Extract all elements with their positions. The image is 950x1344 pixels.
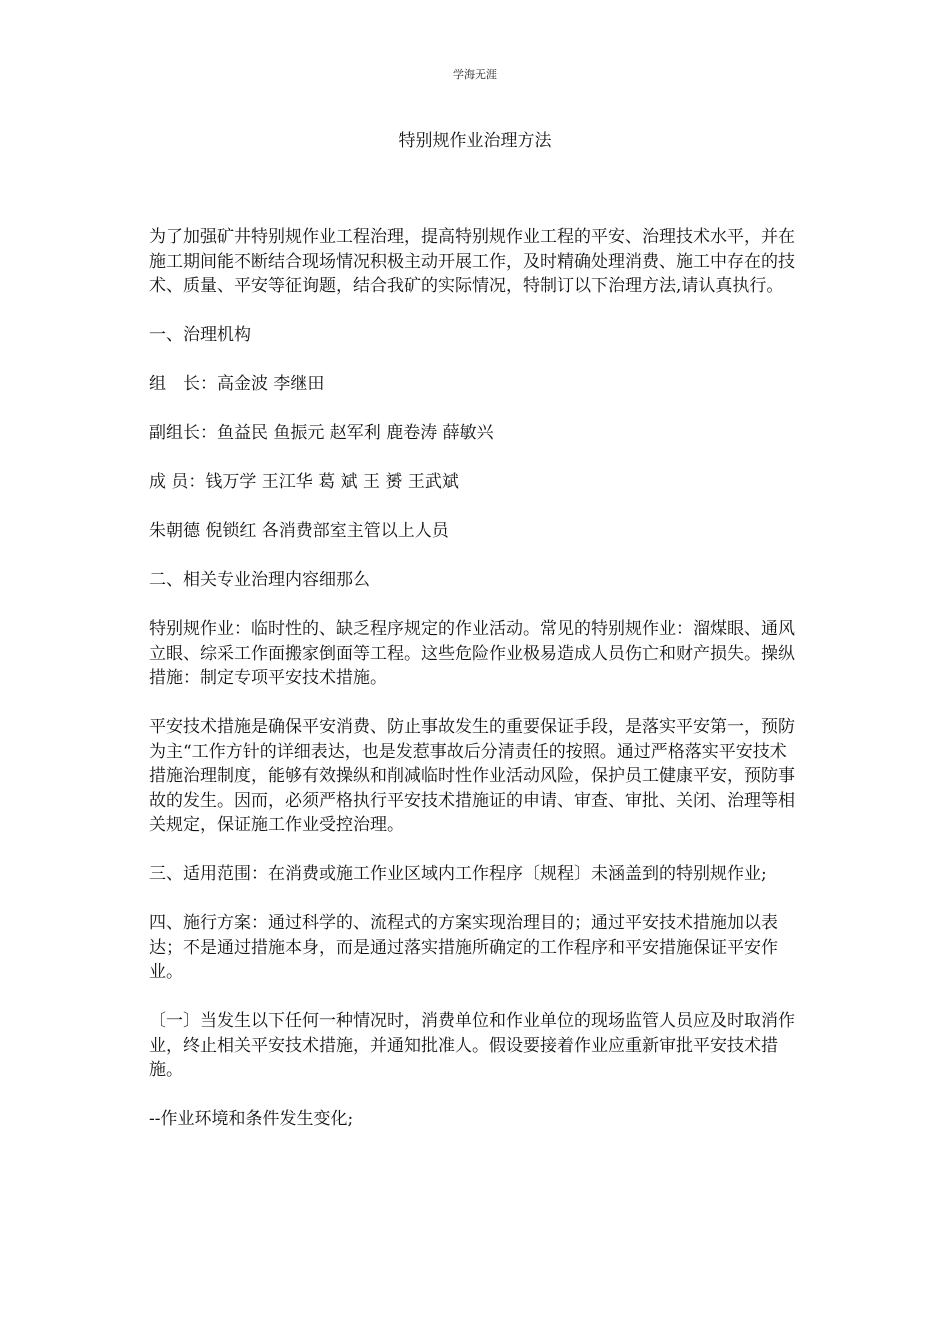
section-implementation: 四、施行方案：通过科学的、流程式的方案实现治理目的；通过平安技术措施加以表达；不是通过措施本身，而是通过落实措施所确定的工作程序和平安措施保证平安作业。 bbox=[149, 913, 778, 982]
paragraph-safety-measures: 平安技术措施是确保平安消费、防止事故发生的重要保证手段，是落实平安第一，预防为主“工作方针的详细表达，也是发惹事故后分清责任的按照。通过严格落实平安技术措施治理制度，能够有效操纵和削减临时性作业活动风险，保护员工健康平安，预防事故的发生。因而，必须严格执行平安技术措施证的申请、审查、审批、关闭、治理等相关规定，保证施工作业受控治理。 bbox=[149, 717, 795, 835]
paragraph-cancellation: 〔一〕当发生以下任何一种情况时，消费单位和作业单位的现场监管人员应及时取消作业，终止相关平安技术措施，并通知批准人。假设要接着作业应重新审批平安技术措施。 bbox=[149, 1011, 795, 1080]
paragraph-members: 成 员：钱万学 王江华 葛 斌 王 赟 王武斌 bbox=[149, 472, 459, 492]
list-item-environment-change: --作业环境和条件发生变化; bbox=[149, 1109, 354, 1129]
section-scope: 三、适用范围：在消费或施工作业区域内工作程序〔规程〕未涵盖到的特别规作业; bbox=[149, 864, 767, 884]
paragraph-intro: 为了加强矿井特别规作业工程治理，提高特别规作业工程的平安、治理技术水平，并在施工期间能不断结合现场情况积极主动开展工作，及时精确处理消费、施工中存在的技术、质量、平安等征询题，结合我矿的实际情况，特制订以下治理方法,请认真执行。 bbox=[149, 227, 795, 296]
paragraph-definition: 特别规作业：临时性的、缺乏程序规定的作业活动。常见的特别规作业：溜煤眼、通风立眼、综采工作面搬家倒面等工程。这些危险作业极易造成人员伤亡和财产损失。操纵措施：制定专项平安技术措施。 bbox=[149, 619, 795, 688]
paragraph-members-continued: 朱朝德 倪锁红 各消费部室主管以上人员 bbox=[149, 521, 449, 541]
section-heading-rules: 二、相关专业治理内容细那么 bbox=[149, 570, 370, 590]
page-header: 学海无涯 bbox=[453, 68, 497, 81]
paragraph-leader: 组 长：高金波 李继田 bbox=[149, 374, 325, 394]
paragraph-deputy-leader: 副组长：鱼益民 鱼振元 赵军利 鹿卷涛 薛敏兴 bbox=[149, 423, 494, 443]
document-title: 特别规作业治理方法 bbox=[398, 131, 552, 151]
section-heading-organization: 一、治理机构 bbox=[149, 325, 251, 345]
document-body bbox=[149, 225, 803, 1156]
